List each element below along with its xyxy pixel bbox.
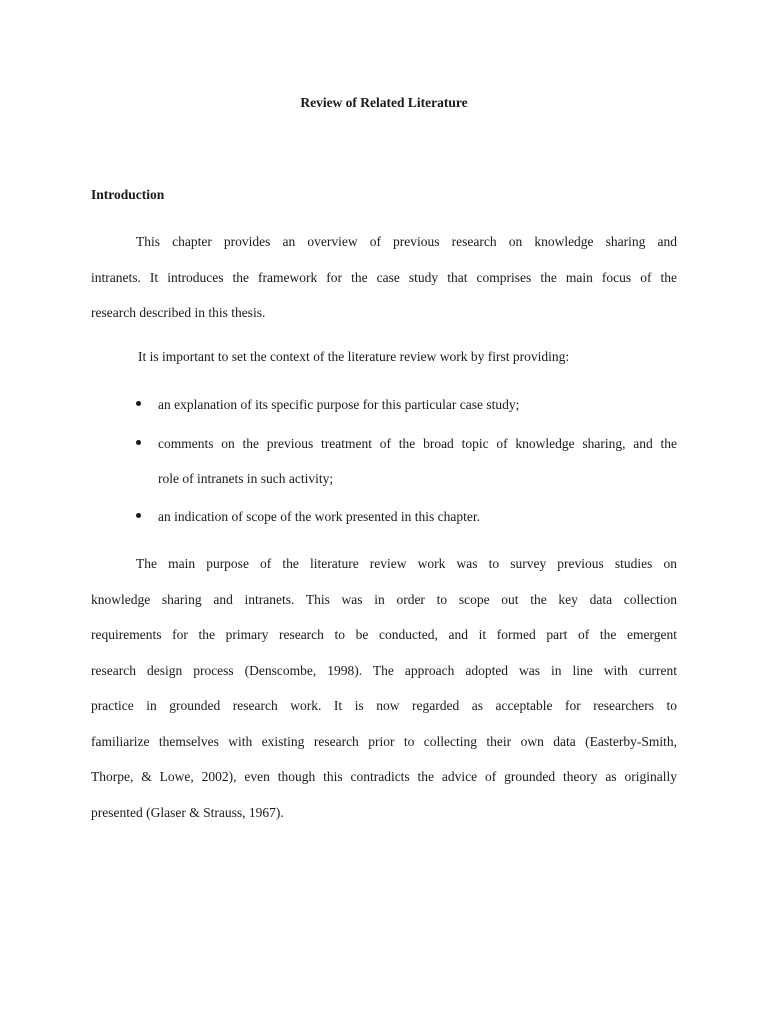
document-title: Review of Related Literature xyxy=(300,95,468,110)
paragraph-line: This chapter provides an overview of previous research on knowledge sharing and xyxy=(136,234,677,249)
bullet-text: comments on the previous treatment of the broad topic of knowledge sharing, and the xyxy=(158,435,677,451)
paragraph-line: familiarize themselves with existing research prior to collecting their own data (Easterby-Smith, xyxy=(91,733,677,749)
bullet-text: an indication of scope of the work presented in this chapter. xyxy=(158,508,481,524)
bullet-icon xyxy=(136,440,141,445)
section-heading-introduction: Introduction xyxy=(91,187,165,202)
paragraph-line: research described in this thesis. xyxy=(91,305,266,320)
bullet-icon xyxy=(136,513,141,518)
paragraph-line: research design process (Denscombe, 1998). The approach adopted was in line with current xyxy=(91,662,677,678)
paragraph-line: Thorpe, & Lowe, 2002), even though this contradicts the advice of grounded theory as originally xyxy=(91,769,677,784)
paragraph-line: knowledge sharing and intranets. This was in order to scope out the key data collection xyxy=(91,591,677,607)
bullet-list xyxy=(91,387,677,534)
bullet-item xyxy=(91,387,677,423)
paragraph-line: The main purpose of the literature review work was to survey previous studies on xyxy=(136,556,677,571)
bullet-text: an explanation of its specific purpose for this particular case study; xyxy=(158,397,520,412)
paragraph-overview xyxy=(91,224,677,331)
bullet-text: role of intranets in such activity; xyxy=(158,471,334,486)
bullet-item xyxy=(91,426,677,497)
bullet-icon xyxy=(136,401,141,406)
bullet-item xyxy=(91,499,677,535)
paragraph-main-purpose xyxy=(91,546,677,830)
paragraph-line: presented (Glaser & Strauss, 1967). xyxy=(91,804,284,820)
paragraph-line: practice in grounded research work. It is now regarded as acceptable for researchers to xyxy=(91,698,677,713)
paragraph-line: intranets. It introduces the framework for the case study that comprises the main focus of the xyxy=(91,269,677,285)
paragraph-line: requirements for the primary research to be conducted, and it formed part of the emergent xyxy=(91,627,677,642)
paragraph-context: It is important to set the context of the literature review work by first providing: xyxy=(138,349,570,364)
